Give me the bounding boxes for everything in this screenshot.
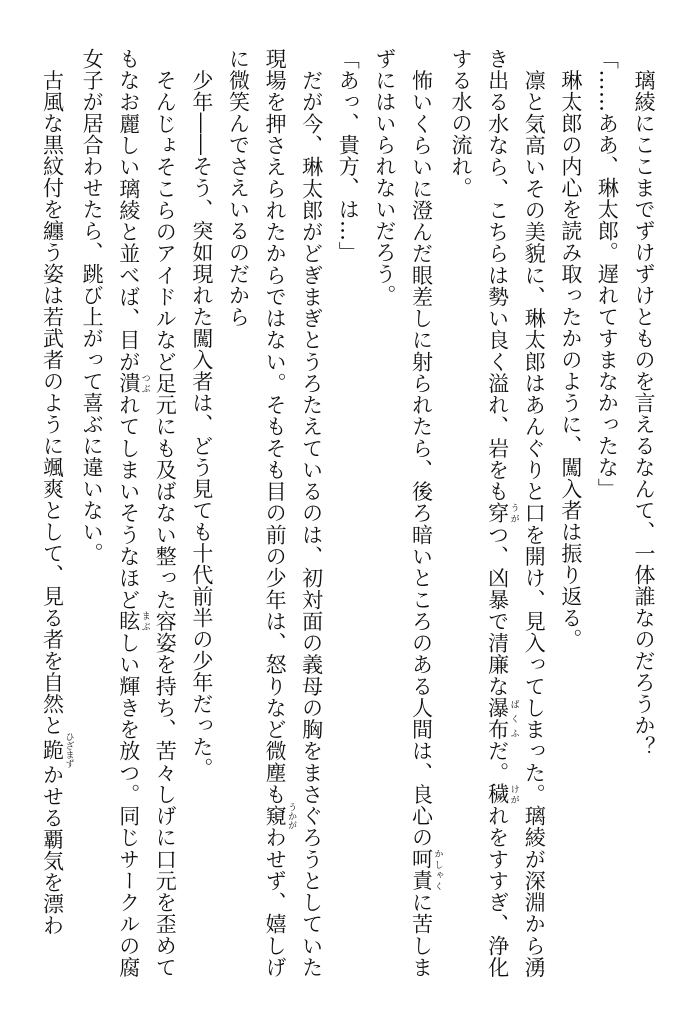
ruby-annotation bbox=[40, 732, 74, 768]
text-run: に苦しまずにはいられないだろう。 bbox=[372, 48, 434, 979]
ruby-annotation bbox=[116, 610, 150, 633]
paragraph bbox=[589, 48, 626, 978]
text-run: だ。 bbox=[485, 740, 510, 784]
text-run: れてしまいそうなほど bbox=[116, 394, 141, 611]
ruby-reading: けが bbox=[508, 783, 519, 805]
ruby-reading: ひざまず bbox=[63, 732, 74, 768]
ruby-base: 瀑布 bbox=[485, 696, 510, 741]
text-run: れをすすぎ、浄化する水の流れ。 bbox=[449, 48, 510, 979]
text-run: 「あっ、貴方、は…」 bbox=[336, 48, 361, 263]
ruby-base: 跪 bbox=[40, 732, 65, 768]
text-run: しい輝きを放つ。同じサークルの腐女子が居合わせたら、跳び上がって喜ぶに違いない。 bbox=[80, 48, 141, 979]
text-run: 少年――そう、突如現れた闖入者は、どう見ても十代前半の少年だった。 bbox=[189, 48, 214, 779]
paragraph bbox=[442, 48, 552, 978]
text-run: 凛と気高いその美貌に、琳太郎はあんぐりと口を開け、見入ってしまった。璃綾が深淵から湧き出る水なら、こちらは勢い良く溢れ、岩をも bbox=[485, 48, 547, 978]
ruby-base: 穢 bbox=[485, 783, 510, 806]
text-run: 古風な黒紋付を纏う姿は若武者のように颯爽として、見る者を自然と bbox=[40, 48, 65, 736]
paragraph bbox=[366, 48, 442, 978]
ruby-base: 呵責 bbox=[409, 848, 434, 892]
paragraph bbox=[183, 48, 220, 978]
ruby-reading: かしゃく bbox=[432, 848, 443, 892]
text-run: 璃綾にここまでずけずけとものを言えるなんて、一体誰なのだろうか？ bbox=[632, 48, 656, 758]
ruby-base: 眩 bbox=[116, 610, 141, 633]
text-run: 「……ああ、琳太郎。遅れてすまなかったな」 bbox=[595, 48, 620, 500]
ruby-reading: つぶ bbox=[139, 372, 150, 394]
ruby-base: 潰 bbox=[116, 372, 141, 395]
ruby-base: 窺 bbox=[263, 802, 288, 830]
ruby-annotation bbox=[485, 783, 519, 806]
ruby-annotation bbox=[485, 502, 519, 524]
paragraph bbox=[330, 48, 367, 978]
ruby-reading: うが bbox=[508, 502, 519, 524]
text-run: そんじょそこらのアイドルなど足元にも及ばない整った容姿を持ち、苦々しげに口元を歪めてもなお麗しい璃綾と並べば、目が bbox=[116, 48, 178, 978]
ruby-annotation bbox=[263, 802, 297, 830]
vertical-text-body bbox=[22, 48, 662, 978]
ruby-annotation bbox=[409, 848, 443, 892]
text-run: だが今、琳太郎がどぎまぎとうろたえているのは、初対面の義母の胸をまさぐろうとしていた現場を押さえられたからではない。そもそも目の前の少年は、怒りなど微塵も bbox=[263, 48, 324, 978]
paragraph bbox=[220, 48, 330, 978]
text-run: つ、凶暴で清廉な bbox=[485, 523, 510, 697]
ruby-annotation bbox=[485, 696, 519, 741]
ruby-reading: うかが bbox=[286, 802, 297, 830]
text-run: かせる覇気を漂わ bbox=[40, 764, 65, 936]
paragraph bbox=[34, 48, 74, 978]
ruby-reading: まぶ bbox=[139, 610, 150, 632]
ruby-base: 穿 bbox=[485, 502, 510, 524]
paragraph bbox=[625, 48, 662, 978]
text-run: 琳太郎の内心を読み取ったかのように、闖入者は振り返る。 bbox=[558, 48, 583, 650]
paragraph bbox=[74, 48, 184, 978]
paragraph bbox=[552, 48, 589, 978]
ruby-annotation bbox=[116, 372, 150, 395]
text-run: 怖いくらいに澄んだ眼差しに射られたら、後ろ暗いところのある人間は、良心の bbox=[409, 48, 434, 849]
text-run: わせず、嬉しげに微笑んでさえいるのだから bbox=[226, 48, 288, 979]
ruby-reading: ばくふ bbox=[508, 696, 519, 741]
